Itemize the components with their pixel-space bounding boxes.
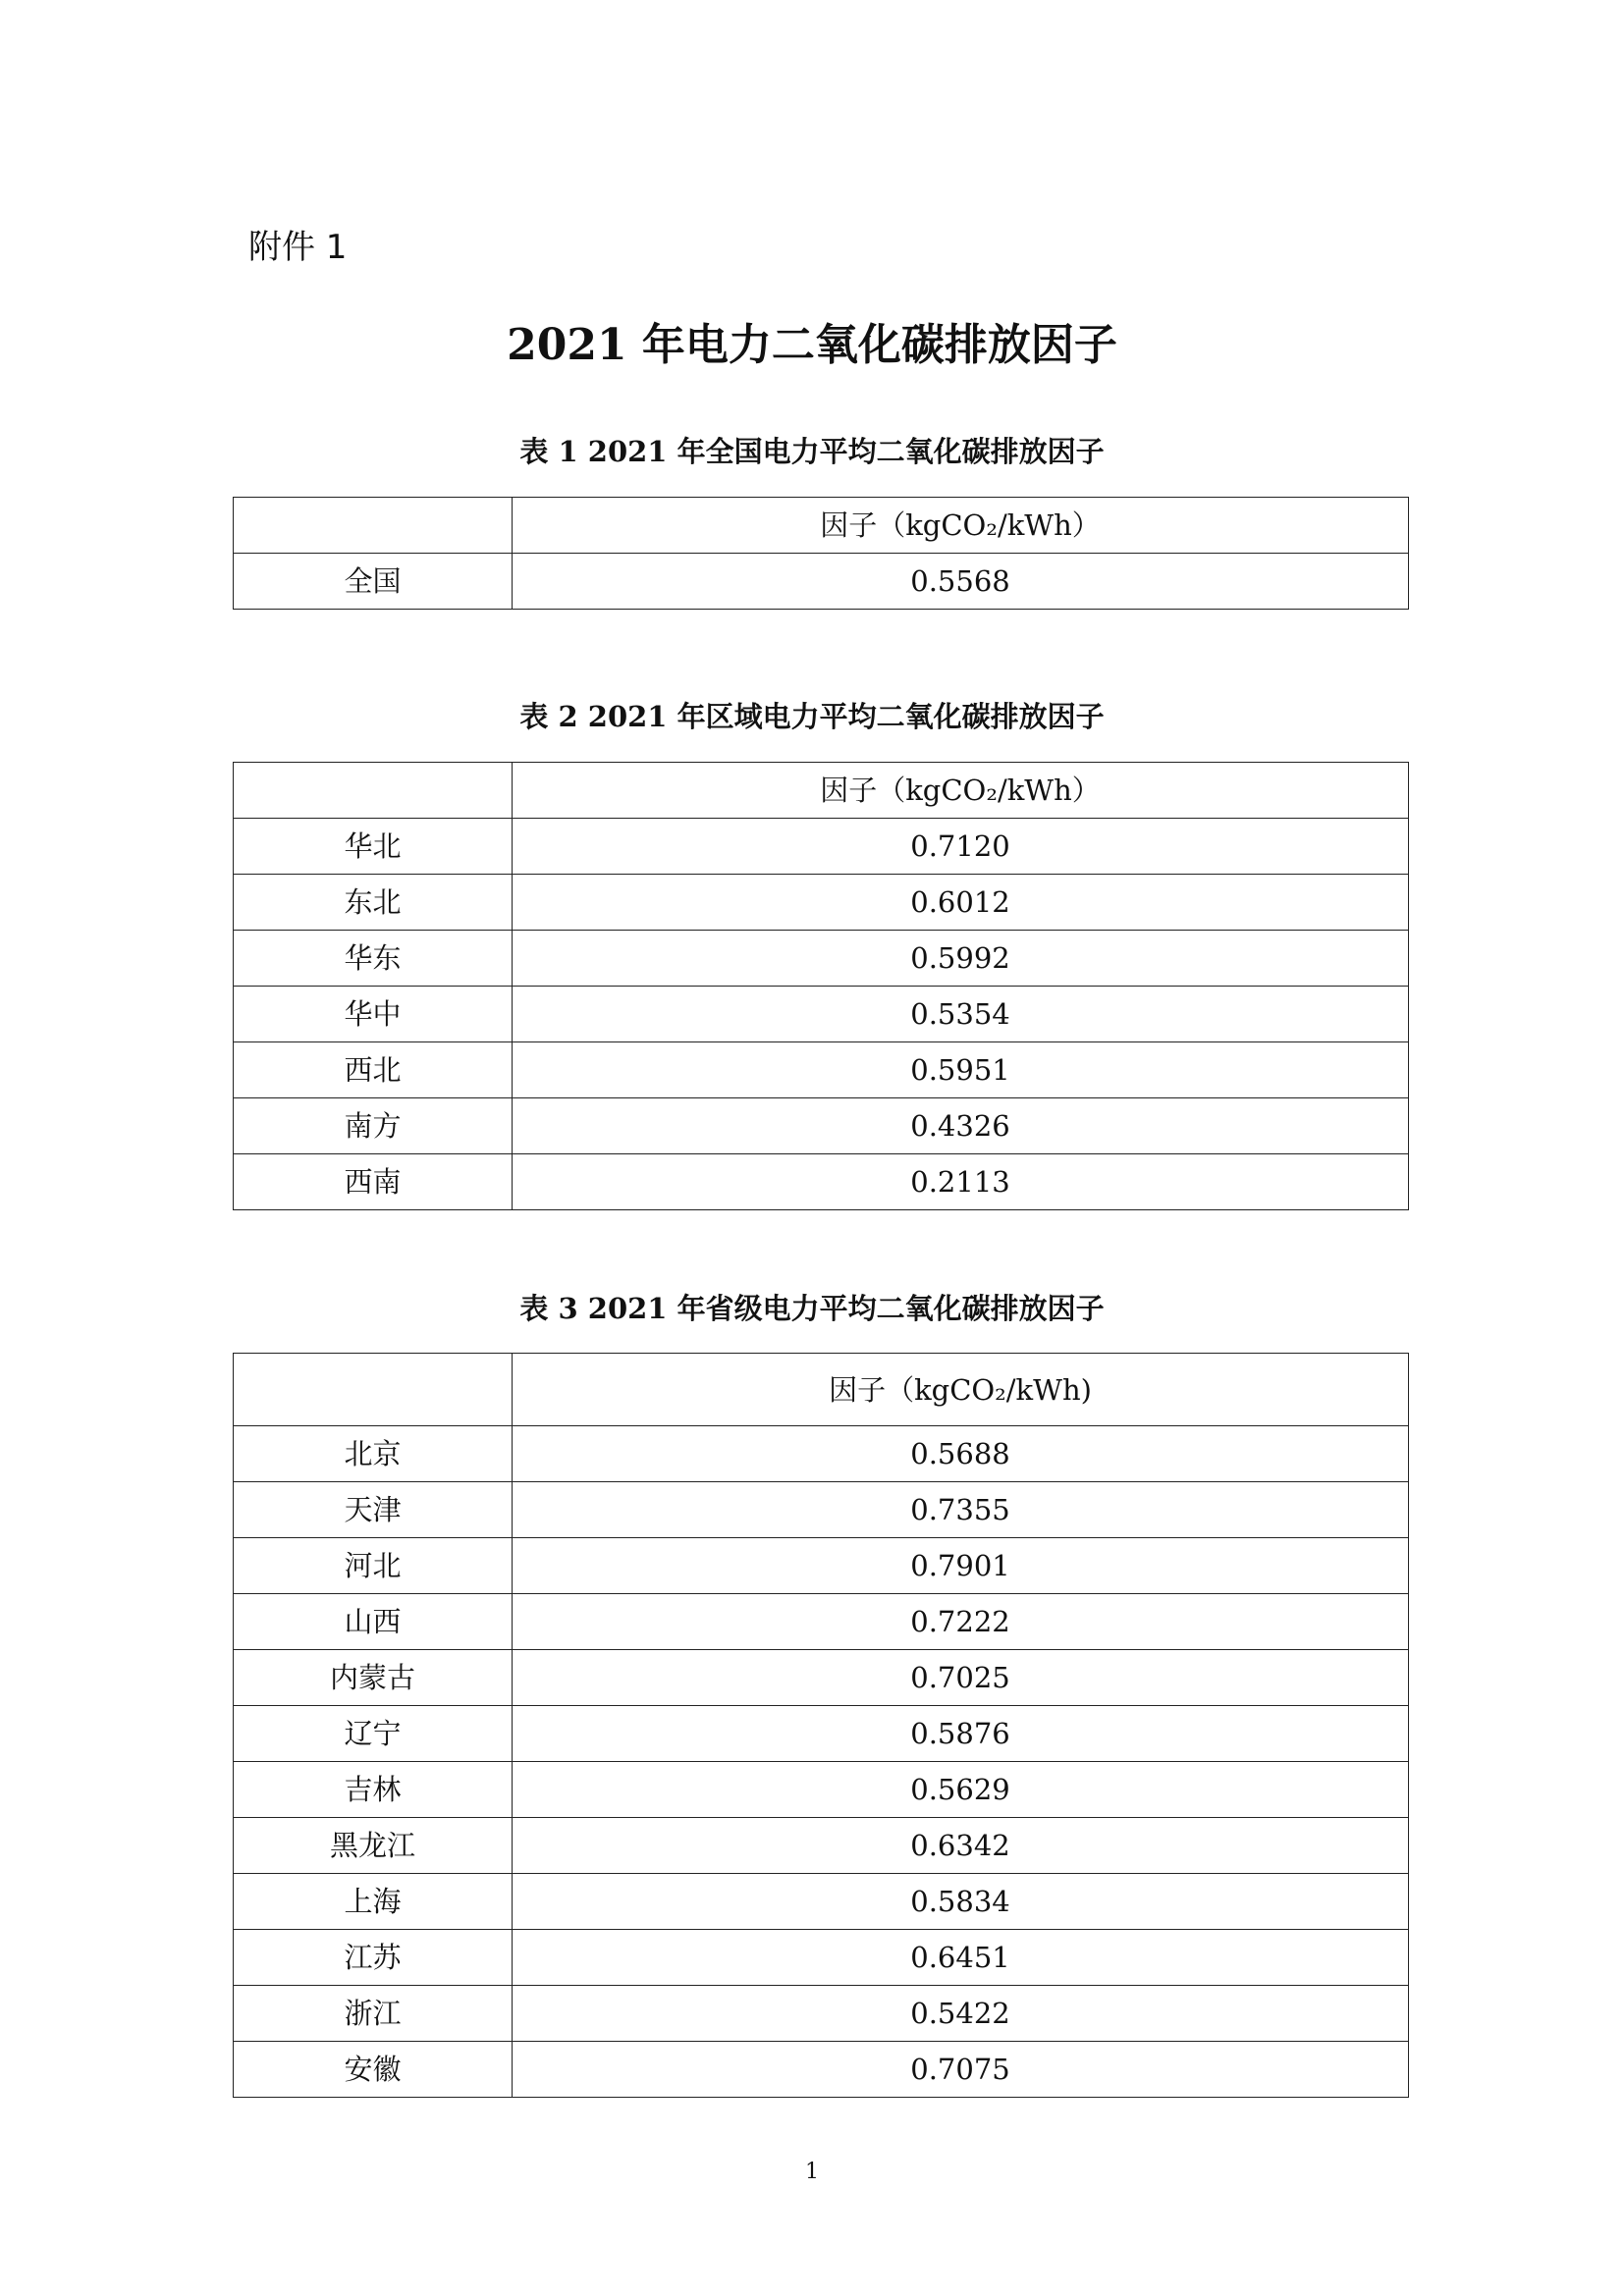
table-row bbox=[234, 1538, 1409, 1594]
table-row bbox=[234, 1930, 1409, 1986]
factor-value-cell: 0.5568 bbox=[513, 554, 1409, 610]
province-name-cell: 安徽 bbox=[234, 2042, 513, 2098]
factor-value-cell: 0.7901 bbox=[513, 1538, 1409, 1594]
region-name-cell: 全国 bbox=[234, 554, 513, 610]
table-row bbox=[234, 1482, 1409, 1538]
factor-header-cell: 因子（kgCO₂/kWh） bbox=[513, 498, 1409, 554]
region-name-cell: 西南 bbox=[234, 1154, 513, 1210]
factor-value-cell: 0.6342 bbox=[513, 1818, 1409, 1874]
province-name-cell: 浙江 bbox=[234, 1986, 513, 2042]
table-row bbox=[234, 2042, 1409, 2098]
province-name-cell: 山西 bbox=[234, 1594, 513, 1650]
region-name-cell: 华东 bbox=[234, 931, 513, 987]
national-factor-table bbox=[233, 497, 1409, 610]
province-name-cell: 北京 bbox=[234, 1426, 513, 1482]
factor-value-cell: 0.5422 bbox=[513, 1986, 1409, 2042]
table-row bbox=[234, 1762, 1409, 1818]
factor-value-cell: 0.5951 bbox=[513, 1042, 1409, 1098]
factor-value-cell: 0.6451 bbox=[513, 1930, 1409, 1986]
province-name-cell: 内蒙古 bbox=[234, 1650, 513, 1706]
factor-header-cell: 因子（kgCO₂/kWh) bbox=[513, 1354, 1409, 1426]
factor-value-cell: 0.7222 bbox=[513, 1594, 1409, 1650]
table-row bbox=[234, 1594, 1409, 1650]
factor-value-cell: 0.5834 bbox=[513, 1874, 1409, 1930]
province-name-cell: 辽宁 bbox=[234, 1706, 513, 1762]
attachment-label: 附件 1 bbox=[248, 228, 348, 267]
factor-value-cell: 0.7025 bbox=[513, 1650, 1409, 1706]
factor-value-cell: 0.7355 bbox=[513, 1482, 1409, 1538]
table-row bbox=[234, 1650, 1409, 1706]
table-row bbox=[234, 819, 1409, 875]
factor-value-cell: 0.4326 bbox=[513, 1098, 1409, 1154]
table-header-row bbox=[234, 1354, 1409, 1426]
province-name-cell: 江苏 bbox=[234, 1930, 513, 1986]
page-number: 1 bbox=[805, 2160, 819, 2184]
factor-value-cell: 0.7120 bbox=[513, 819, 1409, 875]
table-row bbox=[234, 875, 1409, 931]
province-name-cell: 黑龙江 bbox=[234, 1818, 513, 1874]
table-3-caption: 表 3 2021 年省级电力平均二氧化碳排放因子 bbox=[519, 1292, 1105, 1325]
table-row bbox=[234, 1042, 1409, 1098]
factor-value-cell: 0.5688 bbox=[513, 1426, 1409, 1482]
table-row bbox=[234, 1986, 1409, 2042]
region-name-cell: 东北 bbox=[234, 875, 513, 931]
factor-value-cell: 0.2113 bbox=[513, 1154, 1409, 1210]
province-name-cell: 天津 bbox=[234, 1482, 513, 1538]
table-row bbox=[234, 1818, 1409, 1874]
region-name-cell: 西北 bbox=[234, 1042, 513, 1098]
document-title: 2021 年电力二氧化碳排放因子 bbox=[507, 320, 1117, 370]
table-row bbox=[234, 1426, 1409, 1482]
table-row bbox=[234, 554, 1409, 610]
table-row bbox=[234, 1874, 1409, 1930]
header-empty-cell bbox=[234, 763, 513, 819]
table-1-caption: 表 1 2021 年全国电力平均二氧化碳排放因子 bbox=[519, 435, 1105, 468]
province-name-cell: 上海 bbox=[234, 1874, 513, 1930]
provincial-factor-table bbox=[233, 1353, 1409, 2098]
table-2-caption: 表 2 2021 年区域电力平均二氧化碳排放因子 bbox=[519, 700, 1105, 733]
factor-value-cell: 0.6012 bbox=[513, 875, 1409, 931]
table-row bbox=[234, 1098, 1409, 1154]
region-name-cell: 华北 bbox=[234, 819, 513, 875]
regional-factor-table bbox=[233, 762, 1409, 1210]
table-row bbox=[234, 1706, 1409, 1762]
province-name-cell: 吉林 bbox=[234, 1762, 513, 1818]
table-header-row bbox=[234, 763, 1409, 819]
table-row bbox=[234, 931, 1409, 987]
region-name-cell: 华中 bbox=[234, 987, 513, 1042]
region-name-cell: 南方 bbox=[234, 1098, 513, 1154]
factor-value-cell: 0.7075 bbox=[513, 2042, 1409, 2098]
factor-header-cell: 因子（kgCO₂/kWh） bbox=[513, 763, 1409, 819]
table-row bbox=[234, 987, 1409, 1042]
factor-value-cell: 0.5876 bbox=[513, 1706, 1409, 1762]
table-row bbox=[234, 1154, 1409, 1210]
header-empty-cell bbox=[234, 1354, 513, 1426]
factor-value-cell: 0.5354 bbox=[513, 987, 1409, 1042]
header-empty-cell bbox=[234, 498, 513, 554]
factor-value-cell: 0.5992 bbox=[513, 931, 1409, 987]
province-name-cell: 河北 bbox=[234, 1538, 513, 1594]
table-header-row bbox=[234, 498, 1409, 554]
factor-value-cell: 0.5629 bbox=[513, 1762, 1409, 1818]
